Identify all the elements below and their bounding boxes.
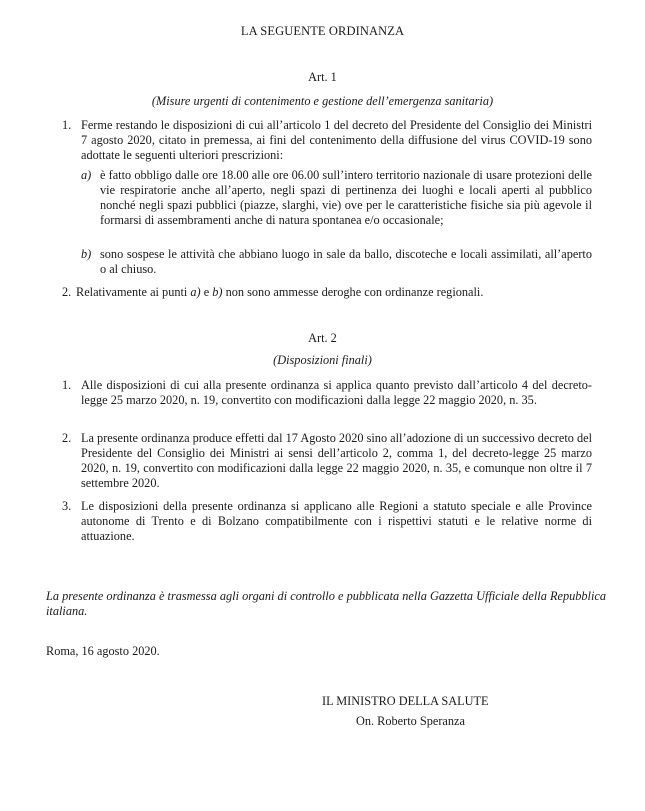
text-mid: e <box>200 285 213 299</box>
article-1-item-2 <box>62 285 592 300</box>
date-line: Roma, 16 agosto 2020. <box>46 644 160 658</box>
document-heading: LA SEGUENTE ORDINANZA <box>240 24 405 38</box>
article-1-subtitle: (Misure urgenti di contenimento e gestione dell’emergenza sanitaria) <box>151 94 494 108</box>
article-1-item-1 <box>62 118 592 163</box>
subitem-letter: a) <box>81 168 92 182</box>
text-after: non sono ammesse deroghe con ordinanze regionali. <box>222 285 484 299</box>
subitem-letter: b) <box>81 247 92 261</box>
item-text: La presente ordinanza produce effetti dal 17 Agosto 2020 sino all’adozione di un successivo decreto del Presidente del Consiglio dei Ministri ai sensi dell’articolo 2, comma 1, del decreto-legge 25 marzo 2020, n. 19, convertito con modificazioni dalla legge 22 maggio 2020, n. 35, e comunque non oltre il 7 settembre 2020. <box>81 431 592 490</box>
item-text: Ferme restando le disposizioni di cui all’articolo 1 del decreto del Presidente del Consiglio dei Ministri 7 agosto 2020, citato in premessa, ai fini del contenimento della diffusione del virus COVID-19 sono adottate le seguenti ulteriori prescrizioni: <box>81 118 592 162</box>
item-number: 1. <box>62 378 72 392</box>
article-2-subtitle: (Disposizioni finali) <box>273 353 372 367</box>
article-2-item-2 <box>62 431 592 491</box>
item-number: 1. <box>62 118 72 132</box>
item-number: 2. <box>62 285 72 299</box>
article-1-subitem-a <box>81 168 592 228</box>
article-1-subitem-b <box>81 247 592 277</box>
item-text: Le disposizioni della presente ordinanza si applicano alle Regioni a statuto speciale e alle Province autonome di Trento e di Bolzano compatibilmente con i rispettivi statuti e le relative norme di attuazione. <box>81 499 592 543</box>
article-1-title: Art. 1 <box>308 70 337 84</box>
item-number: 3. <box>62 499 72 513</box>
item-text: Alle disposizioni di cui alla presente ordinanza si applica quanto previsto dall’articolo 4 del decreto-legge 25 marzo 2020, n. 19, convertito con modificazioni dalla legge 22 maggio 2020, n. 35. <box>81 378 592 407</box>
ref-b: b) <box>212 285 223 299</box>
subitem-text: è fatto obbligo dalle ore 18.00 alle ore 06.00 sull’intero territorio nazionale di usare protezioni delle vie respiratorie anche all’aperto, negli spazi di pertinenza dei luoghi e locali aperti al pubblico nonché negli spazi pubblici (piazze, slarghi, vie) ove per le caratteristiche fisiche sia più agevole il formarsi di assembramenti anche di natura spontanea e/o occasionale; <box>100 168 592 227</box>
article-2-title: Art. 2 <box>308 331 337 345</box>
article-2-item-3 <box>62 499 592 544</box>
text-before: Relativamente ai punti <box>76 285 191 299</box>
signature-title: IL MINISTRO DELLA SALUTE <box>322 694 489 708</box>
signature-name: On. Roberto Speranza <box>356 714 465 728</box>
article-2-item-1 <box>62 378 592 408</box>
subitem-text: sono sospese le attività che abbiano luogo in sale da ballo, discoteche e locali assimilati, all’aperto o al chiuso. <box>100 247 592 276</box>
item-text <box>76 285 592 300</box>
ref-a: a) <box>190 285 201 299</box>
closing-statement: La presente ordinanza è trasmessa agli organi di controllo e pubblicata nella Gazzetta Ufficiale della Repubblica italiana. <box>46 589 606 618</box>
item-number: 2. <box>62 431 72 445</box>
